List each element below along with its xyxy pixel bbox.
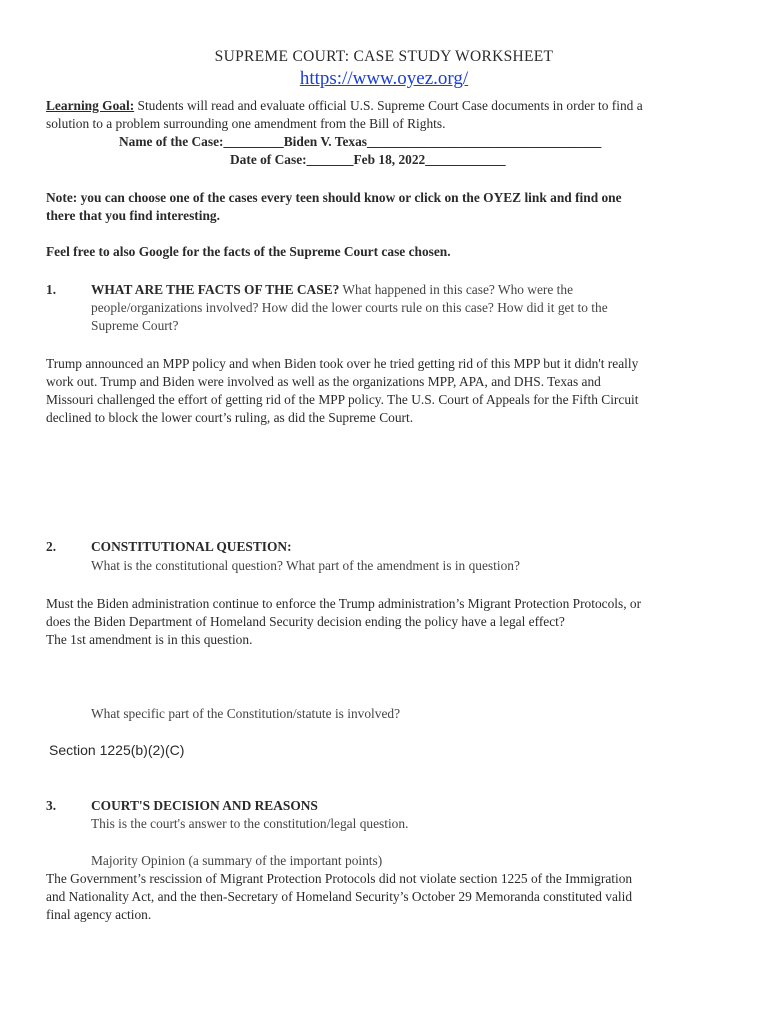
q3-number: 3. xyxy=(46,798,57,813)
q2-answer-line: does the Biden Department of Homeland Security decision ending the policy have a legal effect? xyxy=(46,614,565,629)
q2-answer-line: The 1st amendment is in this question. xyxy=(46,632,253,647)
q1-heading: WHAT ARE THE FACTS OF THE CASE? xyxy=(91,282,340,297)
q3-heading: COURT'S DECISION AND REASONS xyxy=(91,798,318,813)
q1-answer-line: declined to block the lower court’s ruling, as did the Supreme Court. xyxy=(46,410,414,425)
q1-prompt-1: What happened in this case? Who were the xyxy=(339,282,574,297)
q1-prompt-3: Supreme Court? xyxy=(91,318,179,333)
note-line-1: Note: you can choose one of the cases every teen should know or click on the OYEZ link and find one xyxy=(46,190,622,205)
learning-goal xyxy=(46,97,643,115)
q1-answer-line: Missouri challenged the effort of getting rid of the MPP policy. The U.S. Court of Appeals for the Fifth Circuit xyxy=(46,392,639,407)
learning-goal-text-1: Students will read and evaluate official U.S. Supreme Court Case documents in order to find a xyxy=(134,98,643,113)
note-line-2: there that you find interesting. xyxy=(46,208,220,223)
q1-answer-line: work out. Trump and Biden were involved as well as the organizations MPP, APA, and DHS. Texas and xyxy=(46,374,601,389)
learning-goal-text-2: solution to a problem surrounding one amendment from the Bill of Rights. xyxy=(46,116,446,131)
q2-sub-answer: Section 1225(b)(2)(C) xyxy=(49,742,185,758)
q3-answer-line: The Government’s rescission of Migrant Protection Protocols did not violate section 1225 of the Immigration xyxy=(46,871,633,886)
oyez-link[interactable]: https://www.oyez.org/ xyxy=(299,68,469,89)
q3-prompt: This is the court's answer to the constitution/legal question. xyxy=(91,816,409,831)
google-note: Feel free to also Google for the facts of the Supreme Court case chosen. xyxy=(46,244,451,259)
q2-prompt: What is the constitutional question? What part of the amendment is in question? xyxy=(91,558,520,573)
worksheet-title: SUPREME COURT: CASE STUDY WORKSHEET xyxy=(214,48,554,65)
q2-answer-line: Must the Biden administration continue to enforce the Trump administration’s Migrant Protection Protocols, or xyxy=(46,596,642,611)
q2-number: 2. xyxy=(46,539,57,554)
q1-number: 1. xyxy=(46,282,57,297)
q2-heading: CONSTITUTIONAL QUESTION: xyxy=(91,539,292,554)
q3-majority-label: Majority Opinion (a summary of the important points) xyxy=(91,853,383,868)
q1-answer-line: Trump announced an MPP policy and when Biden took over he tried getting rid of this MPP but it didn't really xyxy=(46,356,639,371)
case-date-field: Date of Case:_______Feb 18, 2022____________ xyxy=(230,152,506,167)
learning-goal-label: Learning Goal: xyxy=(46,98,135,113)
case-name-field: Name of the Case:_________Biden V. Texas___________________________________ xyxy=(119,134,602,149)
q1-prompt-2: people/organizations involved? How did the lower courts rule on this case? How did it get to the xyxy=(91,300,608,315)
q1-header xyxy=(91,281,573,299)
q2-sub-prompt: What specific part of the Constitution/statute is involved? xyxy=(91,706,401,721)
q3-answer-line: and Nationality Act, and the then-Secretary of Homeland Security’s October 29 Memoranda constituted valid xyxy=(46,889,633,904)
q3-answer-line: final agency action. xyxy=(46,907,152,922)
